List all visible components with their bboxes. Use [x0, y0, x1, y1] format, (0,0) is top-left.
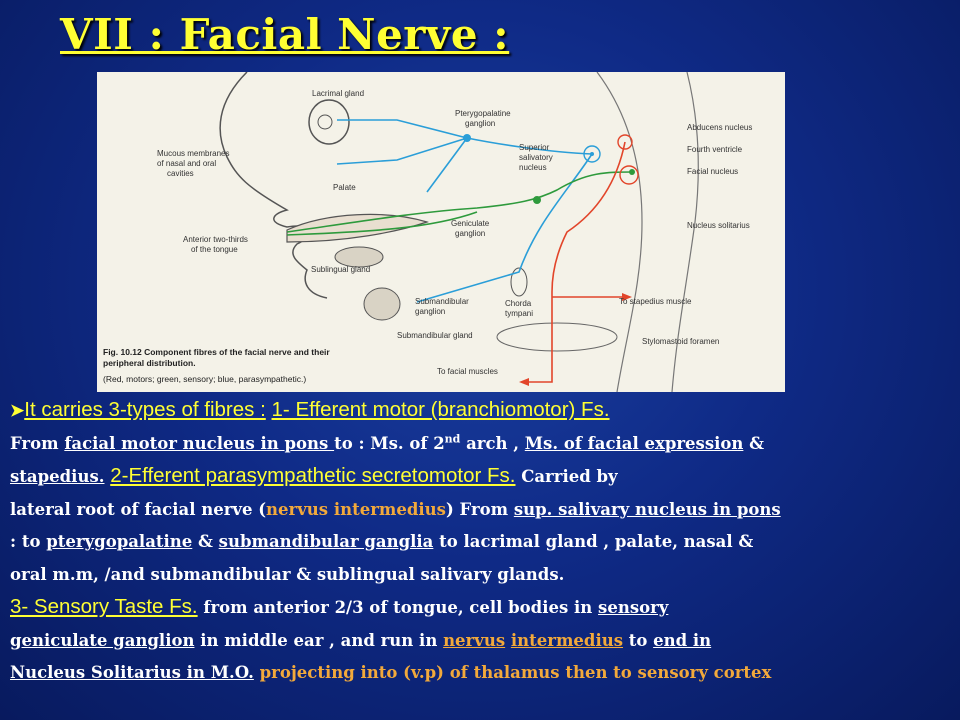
- diagram-svg: [97, 72, 785, 392]
- end-in-text: end in: [653, 630, 712, 650]
- nervus-intermedius-1: nervus intermedius: [266, 499, 446, 519]
- label-mucous-1: Mucous membranes: [157, 149, 230, 158]
- sensory-taste-heading: 3- Sensory Taste Fs.: [10, 595, 198, 618]
- label-fourth-ventricle: Fourth ventricle: [687, 145, 743, 154]
- label-anterior-tongue-2: of the tongue: [191, 245, 238, 254]
- label-superior-1: Superior: [519, 143, 550, 152]
- label-superior-3: nucleus: [519, 163, 547, 172]
- label-lacrimal-gland: Lacrimal gland: [312, 89, 365, 98]
- facial-motor-nucleus: facial motor nucleus in pons: [64, 433, 335, 453]
- text-line-6: [10, 559, 952, 592]
- label-chorda-1: Chorda: [505, 299, 532, 308]
- figure-caption-line-2: peripheral distribution.: [103, 358, 196, 368]
- brainstem-outline: [597, 72, 642, 392]
- text-anterior-tongue: from anterior 2/3 of tongue, cell bodies in: [197, 598, 599, 617]
- text-arch: arch ,: [460, 433, 525, 453]
- submandibular-gland-shape: [364, 288, 400, 320]
- ms-facial-expression: Ms. of facial expression: [524, 433, 744, 453]
- nucleus-solitarius-text: Nucleus Solitarius in M.O.: [10, 663, 254, 682]
- label-facial-muscles: To facial muscles: [437, 367, 498, 376]
- label-pterygopalatine-2: ganglion: [465, 119, 496, 128]
- figure-caption-line-1: Fig. 10.12 Component fibres of the facial nerve and their: [103, 347, 330, 357]
- text-to: : to: [10, 532, 47, 551]
- body-text: [10, 394, 952, 690]
- text-line-2: [10, 428, 952, 461]
- label-mucous-2: of nasal and oral: [157, 159, 217, 168]
- text-ms-of-2: to : Ms. of 2: [334, 433, 445, 453]
- text-line-5: [10, 526, 952, 559]
- text-line-9: [10, 657, 952, 690]
- text-ampersand: &: [743, 433, 765, 453]
- text-line-3: [10, 460, 952, 494]
- text-middle-ear: in middle ear , and run in: [194, 630, 444, 650]
- text-and: &: [192, 532, 219, 551]
- stapedius-text: stapedius.: [10, 467, 105, 486]
- thalamus-cortex-text: projecting into (v.p) of thalamus then to sensory cortex: [253, 663, 772, 682]
- text-line-1: [10, 394, 952, 428]
- sublingual-gland-shape: [335, 247, 383, 267]
- label-submandibular-ganglion-2: ganglion: [415, 307, 446, 316]
- label-geniculate-1: Geniculate: [451, 219, 490, 228]
- label-sublingual-gland: Sublingual gland: [311, 265, 371, 274]
- label-stapedius-muscle: To stapedius muscle: [619, 297, 692, 306]
- parasympathetic-heading: 2-Efferent parasympathetic secretomotor Fs.: [110, 464, 516, 487]
- label-mucous-3: cavities: [167, 169, 194, 178]
- text-oral-glands: oral m.m, /and submandibular & sublingual salivary glands.: [10, 564, 565, 584]
- text-lateral-root: lateral root of facial nerve (: [10, 499, 267, 519]
- efferent-motor-heading: 1- Efferent motor (branchiomotor) Fs.: [271, 398, 610, 421]
- label-anterior-tongue-1: Anterior two-thirds: [183, 235, 248, 244]
- nervus-text: nervus: [443, 630, 506, 650]
- facial-nerve-diagram: [97, 72, 785, 392]
- label-superior-2: salivatory: [519, 153, 553, 162]
- superscript-nd: nd: [444, 432, 461, 445]
- text-line-7: [10, 591, 952, 625]
- arrow-bullet-icon: ➤: [10, 401, 25, 421]
- label-geniculate-2: ganglion: [455, 229, 486, 238]
- figure-caption-line-3: (Red, motors; green, sensory; blue, parasympathetic.): [103, 374, 307, 384]
- text-lacrimal-palate: to lacrimal gland , palate, nasal &: [433, 532, 754, 551]
- label-abducens-nucleus: Abducens nucleus: [687, 123, 753, 132]
- intermedius-text: intermedius: [510, 630, 623, 650]
- label-submandibular-ganglion-1: Submandibular: [415, 297, 469, 306]
- text-line-4: [10, 494, 952, 527]
- label-facial-nucleus: Facial nucleus: [687, 167, 739, 176]
- text-to-2: to: [623, 630, 654, 650]
- fibre-types-intro: It carries 3-types of fibres :: [24, 398, 266, 421]
- label-submandibular-gland: Submandibular gland: [397, 331, 473, 340]
- label-chorda-2: tympani: [505, 309, 534, 318]
- submandibular-ganglia-text: submandibular ganglia: [218, 532, 434, 551]
- sup-salivary-nucleus: sup. salivary nucleus in pons: [513, 499, 781, 519]
- pterygopalatine-text: pterygopalatine: [46, 532, 193, 551]
- text-carried-by: Carried by: [515, 467, 618, 486]
- text-line-8: [10, 625, 952, 658]
- label-nucleus-solitarius: Nucleus solitarius: [687, 221, 750, 230]
- sensory-text: sensory: [598, 598, 669, 617]
- label-pterygopalatine-1: Pterygopalatine: [455, 109, 511, 118]
- eye-shape: [309, 100, 349, 144]
- geniculate-ganglion-text: geniculate ganglion: [10, 630, 195, 650]
- label-palate: Palate: [333, 183, 356, 192]
- slide-title: VII : Facial Nerve :: [60, 10, 510, 59]
- text-from: From: [10, 433, 65, 453]
- text-from-2: ) From: [445, 499, 514, 519]
- label-stylomastoid-foramen: Stylomastoid foramen: [642, 337, 720, 346]
- stylomastoid-foramen-shape: [497, 323, 617, 351]
